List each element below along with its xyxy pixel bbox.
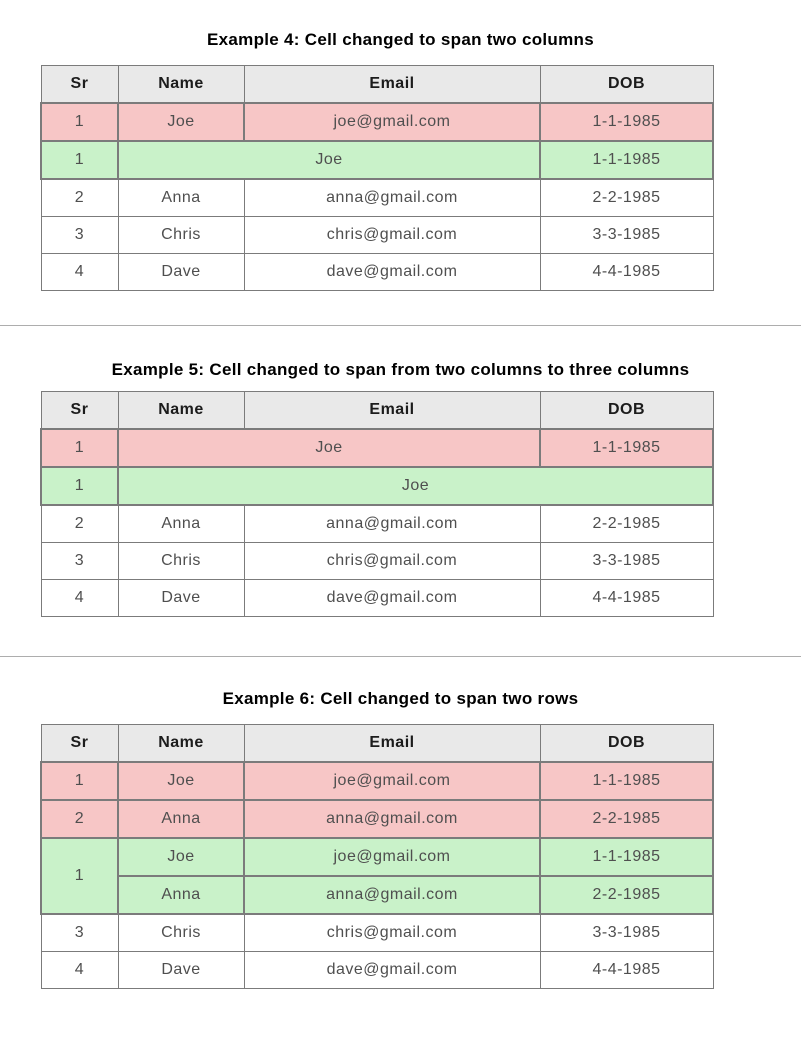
table-header-row: [41, 725, 713, 763]
column-header-dob: DOB: [540, 66, 713, 104]
table-row: [41, 467, 713, 505]
table-cell: dave@gmail.com: [244, 952, 540, 989]
table-cell: 1: [41, 838, 118, 914]
table-cell: 1-1-1985: [540, 838, 713, 876]
table-row: [41, 580, 713, 617]
section-divider: [0, 325, 801, 326]
table-cell: 1: [41, 429, 118, 467]
example-5-section: [0, 356, 801, 617]
table-cell: 1: [41, 103, 118, 141]
table-cell: Anna: [118, 505, 244, 543]
table-cell: Joe: [118, 429, 540, 467]
table-cell: 4-4-1985: [540, 254, 713, 291]
table-header-row: [41, 392, 713, 430]
table-cell: 1-1-1985: [540, 429, 713, 467]
example-6-title: Example 6: Cell changed to span two rows: [222, 689, 579, 708]
table-cell: 3-3-1985: [540, 217, 713, 254]
column-header-email: Email: [244, 66, 540, 104]
table-cell: 1-1-1985: [540, 103, 713, 141]
table-cell: chris@gmail.com: [244, 914, 540, 952]
table-row: [41, 914, 713, 952]
table-cell: 2-2-1985: [540, 876, 713, 914]
table-cell: anna@gmail.com: [244, 800, 540, 838]
table-cell: anna@gmail.com: [244, 179, 540, 217]
column-header-name: Name: [118, 725, 244, 763]
table-cell: Joe: [118, 141, 540, 179]
table-cell: 3: [41, 543, 118, 580]
table-cell: 4: [41, 254, 118, 291]
table-cell: 2-2-1985: [540, 800, 713, 838]
table-cell: Joe: [118, 103, 244, 141]
table-cell: 3-3-1985: [540, 914, 713, 952]
example-5-table: [40, 391, 714, 617]
table-row: [41, 429, 713, 467]
table-cell: dave@gmail.com: [244, 254, 540, 291]
table-cell: Chris: [118, 543, 244, 580]
table-cell: Joe: [118, 467, 713, 505]
table-cell: 3: [41, 217, 118, 254]
table-cell: 2-2-1985: [540, 179, 713, 217]
table-cell: Chris: [118, 914, 244, 952]
table-cell: 2: [41, 800, 118, 838]
table-row: [41, 800, 713, 838]
table-cell: 4-4-1985: [540, 952, 713, 989]
table-cell: anna@gmail.com: [244, 876, 540, 914]
table-cell: joe@gmail.com: [244, 838, 540, 876]
example-5-title: Example 5: Cell changed to span from two columns to three columns: [111, 360, 690, 379]
table-cell: Joe: [118, 838, 244, 876]
table-cell: dave@gmail.com: [244, 580, 540, 617]
column-header-sr: Sr: [41, 66, 118, 104]
table-cell: anna@gmail.com: [244, 505, 540, 543]
example-6-table: [40, 724, 714, 989]
table-cell: joe@gmail.com: [244, 762, 540, 800]
table-cell: 4: [41, 952, 118, 989]
table-cell: 3-3-1985: [540, 543, 713, 580]
table-cell: 1: [41, 467, 118, 505]
table-cell: 1: [41, 762, 118, 800]
table-cell: Dave: [118, 254, 244, 291]
column-header-sr: Sr: [41, 725, 118, 763]
table-row: [41, 762, 713, 800]
table-cell: 4: [41, 580, 118, 617]
table-row: [41, 103, 713, 141]
column-header-name: Name: [118, 66, 244, 104]
table-cell: Dave: [118, 952, 244, 989]
table-row: [41, 543, 713, 580]
column-header-email: Email: [244, 392, 540, 430]
column-header-email: Email: [244, 725, 540, 763]
column-header-dob: DOB: [540, 392, 713, 430]
table-cell: 3: [41, 914, 118, 952]
table-cell: Anna: [118, 876, 244, 914]
table-row: [41, 254, 713, 291]
section-divider: [0, 656, 801, 657]
table-row: [41, 141, 713, 179]
table-row: [41, 876, 713, 914]
table-cell: 2-2-1985: [540, 505, 713, 543]
table-cell: Chris: [118, 217, 244, 254]
table-cell: 1-1-1985: [540, 141, 713, 179]
example-4-title: Example 4: Cell changed to span two columns: [207, 30, 594, 49]
table-cell: chris@gmail.com: [244, 543, 540, 580]
table-header-row: [41, 66, 713, 104]
table-cell: 2: [41, 179, 118, 217]
table-cell: 1-1-1985: [540, 762, 713, 800]
table-cell: 2: [41, 505, 118, 543]
table-cell: chris@gmail.com: [244, 217, 540, 254]
table-cell: joe@gmail.com: [244, 103, 540, 141]
table-row: [41, 952, 713, 989]
table-cell: 1: [41, 141, 118, 179]
column-header-name: Name: [118, 392, 244, 430]
table-cell: Joe: [118, 762, 244, 800]
table-row: [41, 217, 713, 254]
table-cell: 4-4-1985: [540, 580, 713, 617]
table-row: [41, 179, 713, 217]
table-cell: Anna: [118, 800, 244, 838]
example-4-section: [0, 0, 801, 291]
table-cell: Anna: [118, 179, 244, 217]
example-4-table: [40, 65, 714, 291]
example-6-section: [0, 685, 801, 989]
column-header-sr: Sr: [41, 392, 118, 430]
column-header-dob: DOB: [540, 725, 713, 763]
table-row: [41, 838, 713, 876]
table-row: [41, 505, 713, 543]
table-cell: Dave: [118, 580, 244, 617]
